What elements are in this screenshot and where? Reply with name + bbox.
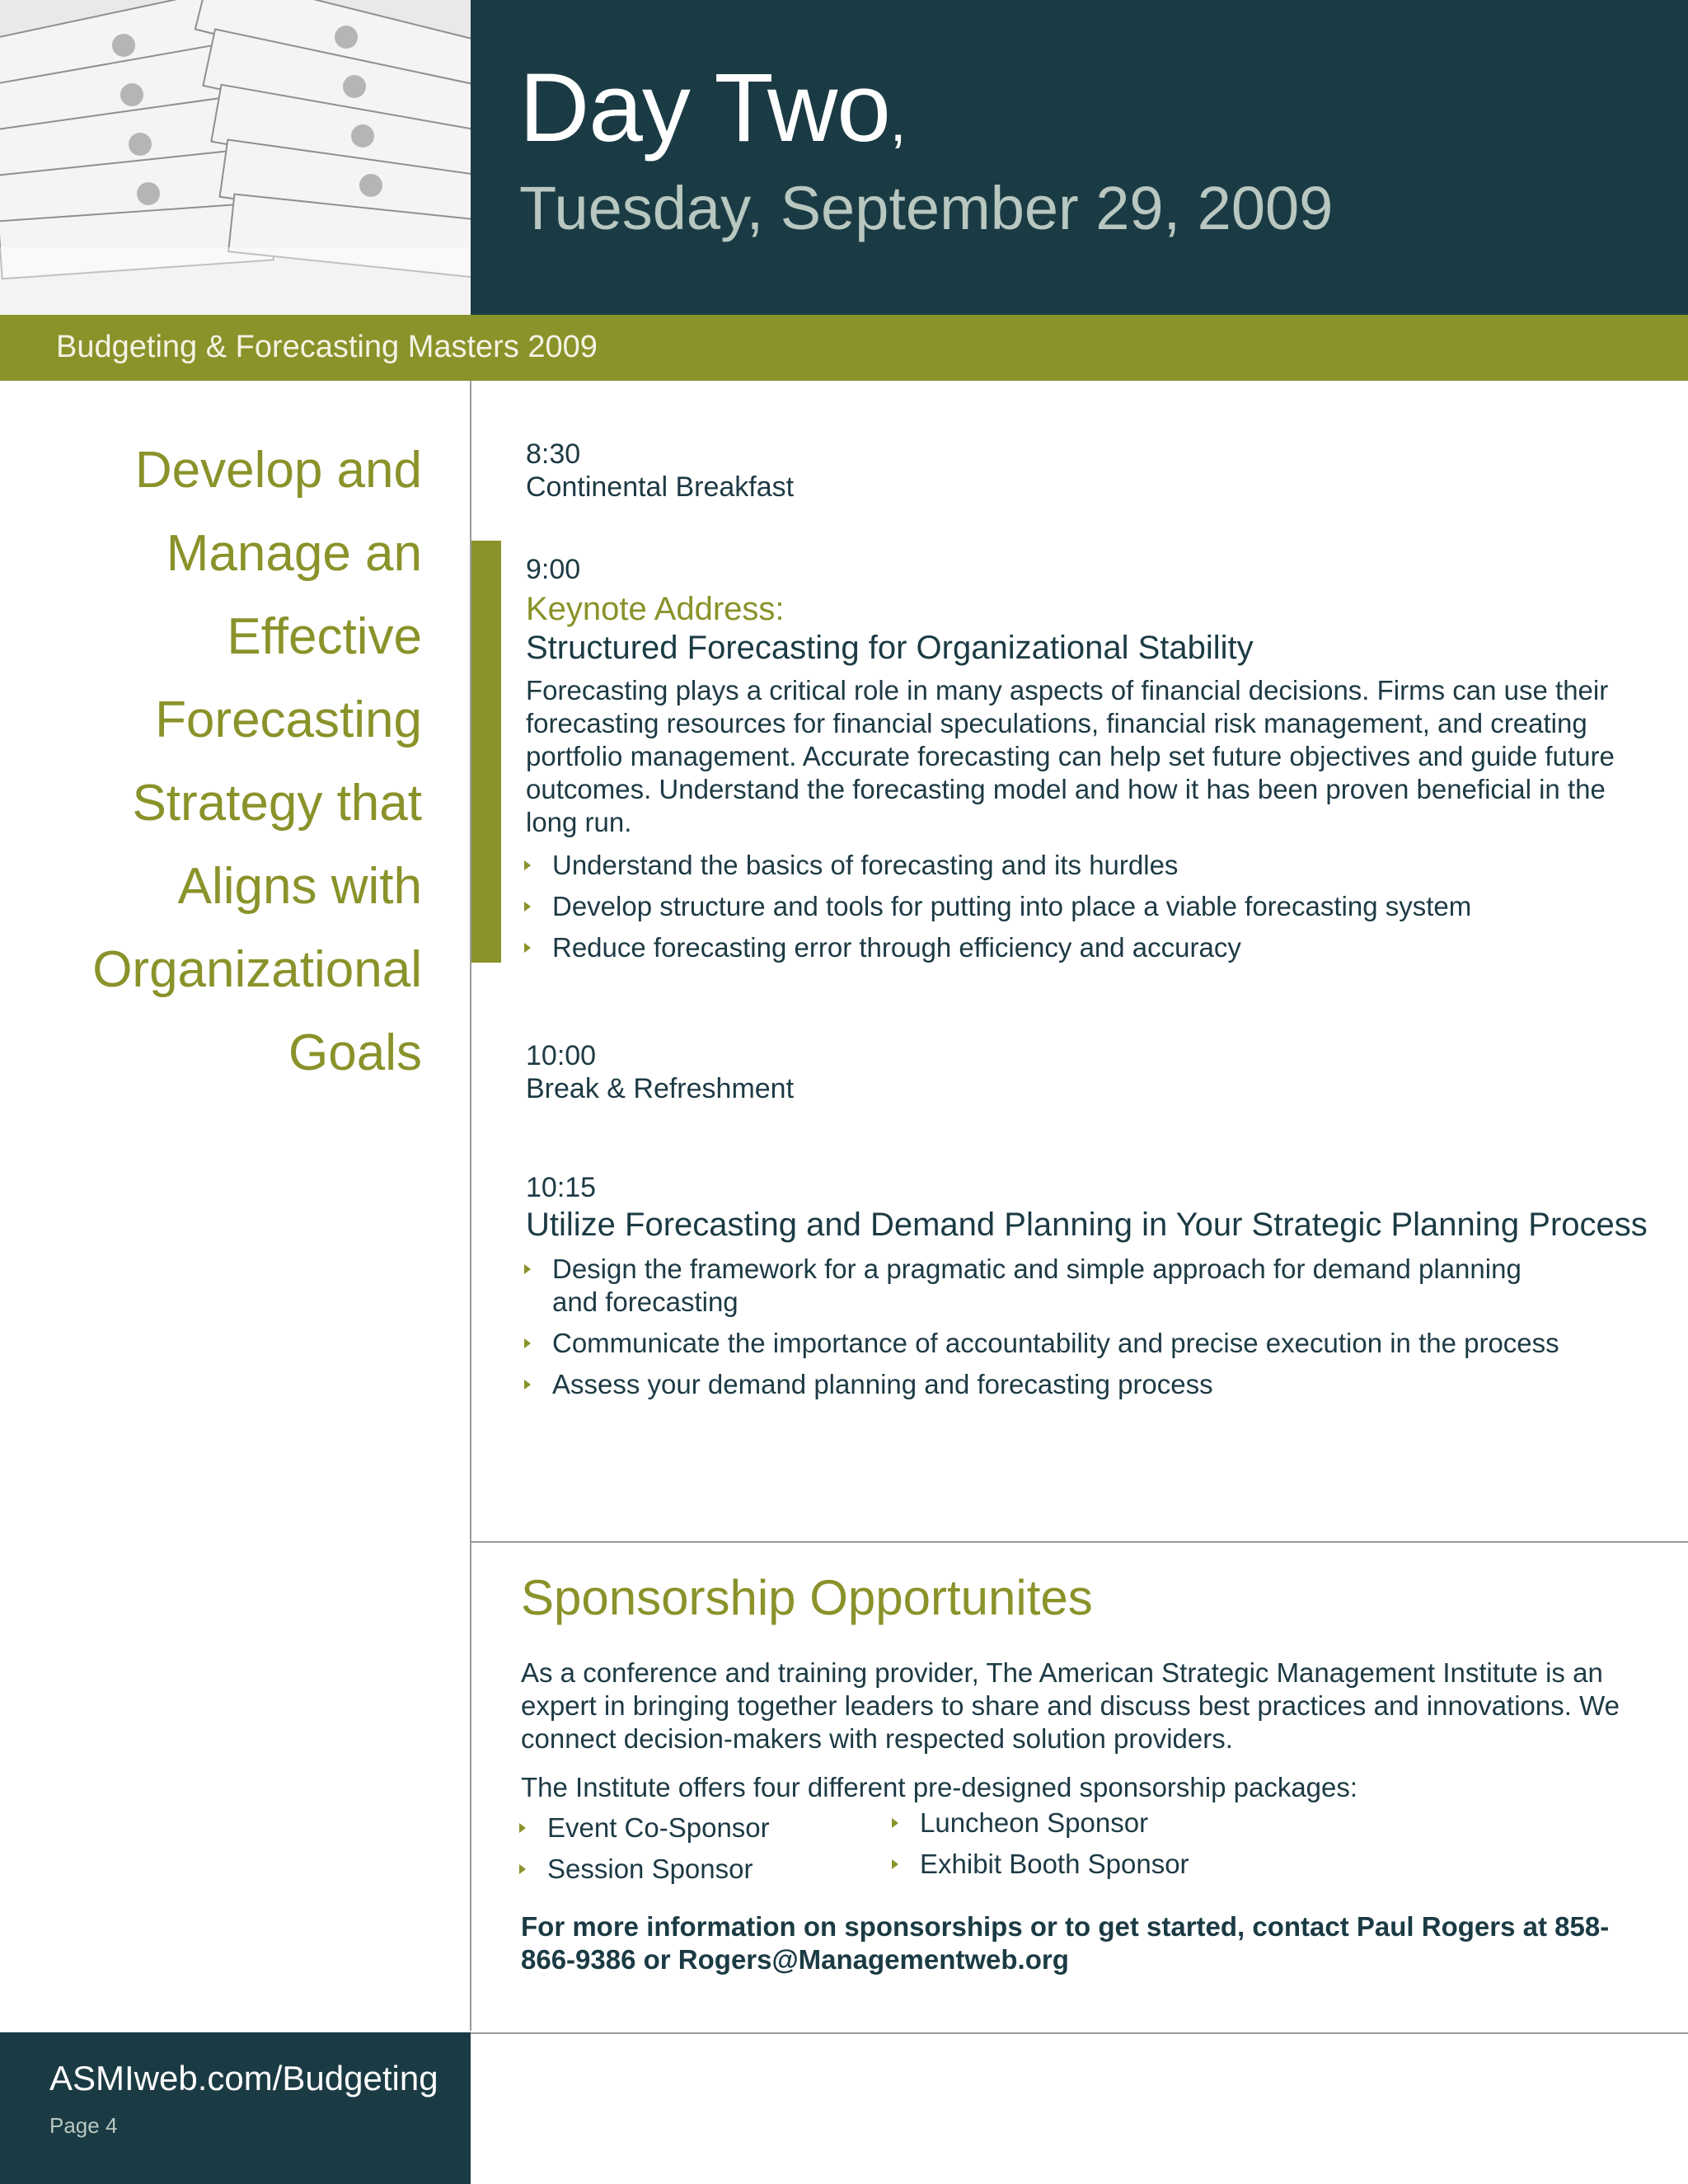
- list-item-text: Session Sponsor: [547, 1854, 753, 1884]
- break-label: Break & Refreshment: [526, 1073, 795, 1104]
- list-item-text: Luncheon Sponsor: [920, 1807, 1149, 1838]
- session-bullets: [523, 1253, 1594, 1409]
- footer-url-link[interactable]: ASMIweb.com/Budgeting: [49, 2059, 438, 2097]
- keynote-description: Forecasting plays a critical role in many aspects of financial decisions. Firms can use their forecasting resources for financial speculations, financial risk management, and creating portfolio management. Accurate forecasting can help set future objectives and guide future outcomes. Understand the forecasting model and how it has been proven beneficial in the long run.: [526, 675, 1615, 837]
- sidebar-heading: [26, 429, 422, 1094]
- list-item: [523, 1368, 1594, 1401]
- list-item: [523, 931, 1471, 964]
- day-title-text: Day Two: [519, 54, 890, 162]
- bullet-arrow-icon: [524, 1264, 531, 1274]
- sponsorship-lead: The Institute offers four different pre-designed sponsorship packages:: [521, 1772, 1358, 1802]
- bullet-arrow-icon: [519, 1823, 526, 1833]
- list-item: [523, 1253, 1561, 1319]
- sidebar-heading-line: Goals: [288, 1024, 422, 1081]
- sponsorship-packages-right: [890, 1807, 1189, 1889]
- list-item: [890, 1807, 1189, 1840]
- sponsorship-contact: For more information on sponsorships or to get started, contact Paul Rogers at 858-866-9386 or Rogers@Managementweb.org: [521, 1911, 1610, 1975]
- keynote-time: 9:00: [526, 554, 581, 585]
- list-item: [523, 849, 1471, 882]
- sponsorship-packages-left: [518, 1811, 770, 1894]
- sidebar-heading-line: Manage an: [166, 525, 422, 582]
- list-item: [518, 1853, 770, 1886]
- list-item-text: Design the framework for a pragmatic and simple approach for demand planning and forecasting: [552, 1254, 1522, 1317]
- break-time: 10:00: [526, 1040, 597, 1071]
- footer-panel: [0, 2032, 471, 2184]
- day-title: [519, 54, 906, 162]
- bullet-arrow-icon: [524, 1338, 531, 1348]
- sidebar-heading-line: Forecasting: [155, 691, 422, 748]
- bullet-arrow-icon: [524, 860, 531, 870]
- breakfast-time: 8:30: [526, 438, 581, 470]
- sidebar-heading-line: Develop and: [134, 442, 422, 499]
- session-time: 10:15: [526, 1172, 597, 1203]
- bullet-arrow-icon: [519, 1864, 526, 1874]
- sponsorship-intro: As a conference and training provider, The American Strategic Management Institute is an expert in bringing together leaders to share and discuss best practices and innovations. We connect decision-makers with respected solution providers.: [521, 1657, 1620, 1754]
- banknotes-illustration: [0, 0, 471, 315]
- sponsorship-heading: Sponsorship Opportunites: [521, 1570, 1093, 1625]
- breakfast-label: Continental Breakfast: [526, 471, 795, 503]
- day-title-comma: ,: [889, 89, 906, 153]
- list-item-text: Communicate the importance of accountability and precise execution in the process: [552, 1328, 1559, 1358]
- session-title: Utilize Forecasting and Demand Planning in Your Strategic Planning Process: [526, 1207, 1648, 1243]
- keynote-title: Structured Forecasting for Organizational Stability: [526, 630, 1254, 666]
- keynote-accent-bar: [471, 541, 501, 963]
- conference-name: Budgeting & Forecasting Masters 2009: [56, 330, 598, 364]
- section-divider-bottom: [471, 2032, 1688, 2034]
- section-divider-top: [471, 1541, 1688, 1543]
- list-item-text: Exhibit Booth Sponsor: [920, 1849, 1189, 1879]
- keynote-label: Keynote Address:: [526, 591, 785, 627]
- sidebar-heading-line: Effective: [227, 608, 422, 665]
- keynote-bullets: [523, 849, 1471, 972]
- list-item: [523, 1327, 1594, 1360]
- sidebar-heading-line: Strategy that: [132, 775, 422, 832]
- bullet-arrow-icon: [892, 1859, 898, 1869]
- list-item-text: Assess your demand planning and forecasting process: [552, 1369, 1213, 1399]
- bullet-arrow-icon: [524, 1380, 531, 1390]
- list-item: [518, 1811, 770, 1844]
- page-number: Page 4: [49, 2113, 118, 2138]
- list-item-text: Event Co-Sponsor: [547, 1812, 770, 1843]
- sidebar-heading-line: Organizational: [92, 941, 422, 998]
- list-item-text: Understand the basics of forecasting and its hurdles: [552, 850, 1179, 880]
- bullet-arrow-icon: [892, 1818, 898, 1828]
- list-item: [890, 1848, 1189, 1881]
- day-date: Tuesday, September 29, 2009: [519, 174, 1334, 242]
- list-item-text: Reduce forecasting error through efficiency and accuracy: [552, 932, 1241, 963]
- list-item-text: Develop structure and tools for putting into place a viable forecasting system: [552, 891, 1472, 921]
- header-photo-banknotes: [0, 0, 471, 315]
- bullet-arrow-icon: [524, 902, 531, 912]
- bullet-arrow-icon: [524, 943, 531, 953]
- list-item: [523, 890, 1471, 923]
- sidebar-heading-line: Aligns with: [177, 858, 422, 915]
